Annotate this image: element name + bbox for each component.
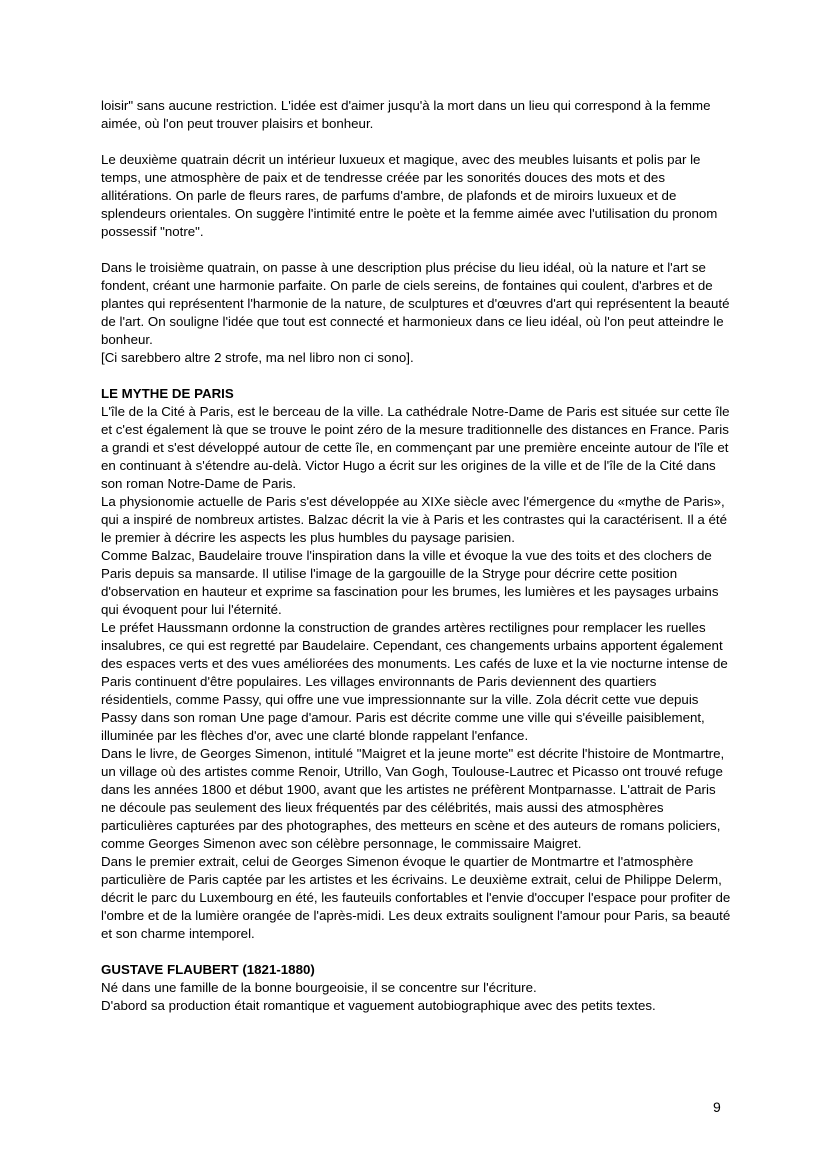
mythe-paragraph-1: L'île de la Cité à Paris, est le berceau de la ville. La cathédrale Notre-Dame de Paris est située sur cette île et c'est également là que se trouve le point zéro de la mesure traditionnelle des distances en France. Paris a grandi et s'est développé autour de cette île, en commençant par une première enceinte autour de l'île et en continuant à s'étendre au-delà. Victor Hugo a écrit sur les origines de la ville et de l'île de la Cité dans son roman Notre-Dame de Paris. (101, 404, 730, 491)
intro-note: [Ci sarebbero altre 2 strofe, ma nel libro non ci sono]. (101, 350, 414, 365)
mythe-paragraph-5: Dans le livre, de Georges Simenon, intitulé "Maigret et la jeune morte" est décrite l'histoire de Montmartre, un village où des artistes comme Renoir, Utrillo, Van Gogh, Toulouse-Lautrec et Picasso ont trouvé refuge dans les années 1800 et début 1900, avant que les artistes ne préfèrent Montparnasse. L'attrait de Paris ne découle pas seulement des lieux fréquentés par des célébrités, mais aussi des atmosphères particulières capturées par des photographes, des metteurs en scène et des auteurs de romans policiers, comme Georges Simenon avec son célèbre personnage, le commissaire Maigret. (101, 746, 725, 851)
mythe-paragraph-4: Le préfet Haussmann ordonne la construction de grandes artères rectilignes pour remplacer les ruelles insalubres, ce qui est regretté par Baudelaire. Cependant, ces changements urbains apportent également des espaces verts et des vues améliorées des monuments. Les cafés de luxe et la vie nocturne intense de Paris continuent d'être populaires. Les villages environnants de Paris deviennent des quartiers résidentiels, comme Passy, qui offre une vue impressionnante sur la ville. Zola décrit cette vue depuis Passy dans son roman Une page d'amour. Paris est décrite comme une ville qui s'éveille paisiblement, illuminée par les flèches d'or, avec une clarté blonde rappelant l'enfance. (101, 620, 728, 743)
intro-paragraph-1: loisir" sans aucune restriction. L'idée est d'aimer jusqu'à la mort dans un lieu qui correspond à la femme aimée, où l'on peut trouver plaisirs et bonheur. (101, 98, 711, 131)
intro-paragraph-3: Dans le troisième quatrain, on passe à une description plus précise du lieu idéal, où la nature et l'art se fondent, créant une harmonie parfaite. On parle de ciels sereins, de fontaines qui coulent, d'arbres et de plantes qui représentent l'harmonie de la nature, de sculptures et d'œuvres d'art qui représentent la beauté de l'art. On souligne l'idée que tout est connecté et harmonieux dans ce lieu idéal, où l'on peut atteindre le bonheur. (101, 260, 730, 347)
mythe-paragraph-3: Comme Balzac, Baudelaire trouve l'inspiration dans la ville et évoque la vue des toits et des clochers de Paris depuis sa mansarde. Il utilise l'image de la gargouille de la Stryge pour décrire cette position d'observation en hauteur et exprime sa fascination pour les brumes, les lumières et les paysages urbains qui évoquent pour lui l'éternité. (101, 548, 719, 617)
intro-paragraph-2: Le deuxième quatrain décrit un intérieur luxueux et magique, avec des meubles luisants et polis par le temps, une atmosphère de paix et de tendresse créée par les sonorités douces des mots et des allitérations. On parle de fleurs rares, de parfums d'ambre, de plafonds et de miroirs luxueux et de splendeurs orientales. On suggère l'intimité entre le poète et la femme aimée avec l'utilisation du pronom possessif "notre". (101, 152, 718, 239)
flaubert-paragraph-1: Né dans une famille de la bonne bourgeoisie, il se concentre sur l'écriture. (101, 980, 537, 995)
page-content (101, 97, 731, 1015)
flaubert-paragraph-2: D'abord sa production était romantique et vaguement autobiographique avec des petits textes. (101, 998, 656, 1013)
spacer (101, 133, 731, 151)
section-title-flaubert: GUSTAVE FLAUBERT (1821-1880) (101, 962, 315, 977)
mythe-paragraph-2: La physionomie actuelle de Paris s'est développée au XIXe siècle avec l'émergence du «mythe de Paris», qui a inspiré de nombreux artistes. Balzac décrit la vie à Paris et les contrastes qui la caractérisent. Il a été le premier à décrire les aspects les plus humbles du paysage parisien. (101, 494, 727, 545)
spacer (101, 943, 731, 961)
spacer (101, 241, 731, 259)
spacer (101, 367, 731, 385)
mythe-paragraph-6: Dans le premier extrait, celui de Georges Simenon évoque le quartier de Montmartre et l'atmosphère particulière de Paris captée par les artistes et les écrivains. Le deuxième extrait, celui de Philippe Delerm, décrit le parc du Luxembourg en été, les fauteuils confortables et l'envie d'occuper l'espace pour profiter de l'ombre et de la lumière orangée de l'après-midi. Les deux extraits soulignent l'amour pour Paris, sa beauté et son charme intemporel. (101, 854, 731, 941)
section-title-mythe: LE MYTHE DE PARIS (101, 386, 234, 401)
page-number: 9 (713, 1099, 721, 1115)
